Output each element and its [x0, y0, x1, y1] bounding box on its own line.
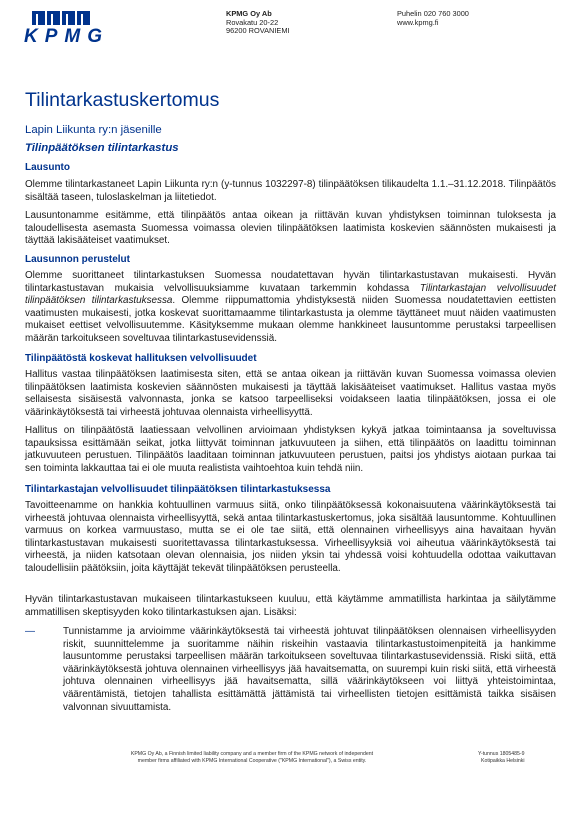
board-paragraph-2: Hallitus on tilinpäätöstä laatiessaan velvollinen arvioimaan yhdistyksen kykyä jatkaa toimintaansa ja soveltuvissa tapauksissa esittämään seikat, jotka liittyvät toiminnan jatkuvuuteen ja siihen, että tilinpäätös on laadittu toiminnan jatkuvuuteen perustuen. Tilinpäätös laaditaan toiminnan jatkuvuuteen perustuen, paitsi jos yhdistys aiotaan purkaa tai sen toiminta lakkauttaa tai ei ole muuta realistista vaihtoehtoa kuin tehdä niin.	[25, 425, 556, 474]
business-id: Y-tunnus 1805485-9	[478, 751, 525, 757]
bullet-dash: —	[25, 626, 35, 637]
company-contact	[397, 10, 469, 27]
logo-text: KPMG	[24, 26, 102, 43]
auditor-paragraph-2: Hyvän tilintarkastustavan mukaiseen tilintarkastukseen kuuluu, että käytämme ammatillista harkintaa ja säilytämme ammatillisen skeptisyyden koko tilintarkastuksen ajan. Lisäksi:	[25, 594, 556, 618]
section-title: Tilinpäätöksen tilintarkastus	[25, 142, 179, 154]
footer-disclaimer	[112, 751, 392, 764]
website-link[interactable]: www.kpmg.fi	[397, 17, 439, 27]
basis-paragraph	[25, 270, 556, 346]
basis-text-after: . Olemme riippumattomia yhdistyksestä niiden Suomessa noudatettavien eettisten vaatimusten mukaisesti, jotka koskevat suorittamaamme tilintarkastusta ja olemme täyttäneet muut näiden vaatimusten mukaiset eettiset velvollisuutemme. Käsityksemme mukaan olemme hankkineet lausuntomme perustaksi tarpeellisen määrän tarkoitukseen soveltuvaa tilintarkastusevidenssiä.	[25, 295, 556, 344]
opinion-paragraph-2: Lausuntonamme esitämme, että tilinpäätös antaa oikean ja riittävän kuvan yhdistyksen toiminnan tuloksesta ja taloudellisesta asemasta Suomessa voimassa olevien tilinpäätöksen laatimista koskevien säännösten mukaisesti ja täyttää lakisääteiset vaatimukset.	[25, 210, 556, 247]
report-recipient: Lapin Liikunta ry:n jäsenille	[25, 124, 162, 136]
basis-text-before: Olemme suorittaneet tilintarkastuksen Suomessa noudatettavan hyvän tilintarkastustavan mukaisesti. Hyvän tilintarkastustavan mukaisia velvollisuuksiamme kuvataan tarkemmin kohdassa	[25, 270, 556, 294]
postal-address: 96200 ROVANIEMI	[226, 26, 290, 36]
basis-text-italic: Tilintarkastajan velvollisuudet tilinpäätöksen tilintarkastuksessa	[25, 282, 557, 307]
opinion-heading: Lausunto	[25, 162, 70, 173]
kpmg-logo	[22, 11, 108, 43]
opinion-paragraph-1: Olemme tilintarkastaneet Lapin Liikunta ry:n (y-tunnus 1032297-8) tilinpäätöksen tilikaudelta 1.1.–31.12.2018. Tilinpäätös sisältää taseen, tuloslaskelman ja liitetiedot.	[25, 179, 556, 203]
footer-line-1: KPMG Oy Ab, a Finnish limited liability company and a member firm of the KPMG network of independent	[130, 751, 374, 757]
bullet-item-1: Tunnistamme ja arvioimme väärinkäytöksestä tai virheestä johtuvat tilinpäätöksen olennaisen virheellisyyden riskit, suunnittelemme ja suoritamme näihin riskeihin vastaavia tilintarkastustoimenpiteitä ja hankimme lausuntomme perustaksi tarpeellisen määrän tarkoitukseen soveltuvaa tilintarkastusevidenssiä. Riski siitä, että väärinkäytöksestä johtuva olennainen virheellisyys jää havaitsematta, on suurempi kuin riski siitä, että virheestä johtuva olennainen virheellisyys jää havaitsematta, sillä väärinkäytökseen voi liittyä yhteistoimintaa, väärentämistä, tietojen tahallista esittämättä jättämistä tai virheellisten tietojen esittämistä taikka sisäisen valvonnan sivuuttamista.	[63, 626, 556, 713]
page-title: Tilintarkastuskertomus	[25, 89, 220, 111]
board-heading: Tilinpäätöstä koskevat hallituksen velvollisuudet	[25, 353, 257, 364]
phone-number: Puhelin 020 760 3000	[397, 9, 469, 18]
company-address	[226, 10, 290, 36]
board-paragraph-1: Hallitus vastaa tilinpäätöksen laatimisesta siten, että se antaa oikean ja riittävän kuvan Suomessa voimassa olevien tilinpäätöksen laatimista koskevien säännösten mukaisesti ja täyttää lakisääteiset vaatimukset. Hallitus vastaa myös sellaisesta sisäisestä valvonnasta, jonka se katsoo tarpeelliseksi voidakseen laatia tilinpäätöksen, jossa ei ole väärinkäytöksestä tai virheestä johtuvaa olennaista virheellisyyttä.	[25, 369, 556, 418]
domicile: Kotipaikka Helsinki	[481, 757, 525, 764]
auditor-heading: Tilintarkastajan velvollisuudet tilinpäätöksen tilintarkastuksessa	[25, 484, 331, 495]
street-address: Rovakatu 20-22	[226, 17, 279, 27]
footer-company-info	[478, 751, 525, 764]
company-name: KPMG Oy Ab	[226, 9, 272, 18]
auditor-paragraph-1: Tavoitteenamme on hankkia kohtuullinen varmuus siitä, onko tilinpäätöksessä kokonaisuutena väärinkäytöksestä tai virheestä johtuvaa olennaista virheellisyyttä, sekä antaa tilintarkastuskertomus, joka sisältää lausuntomme. Kohtuullinen varmuus on korkea varmuustaso, mutta se ei ole tae siitä, että olennainen virheellisyys aina havaitaan hyvän tilintarkastustavan mukaisesti suoritettavassa tilintarkastuksessa. Virheellisyyksiä voi aiheutua väärinkäytöksestä tai virheestä, ja niiden katsotaan olevan olennaisia, jos niiden yksin tai yhdessä voisi kohtuudella odottaa vaikuttavan taloudellisiin päätöksiin, joita käyttäjät tekevät tilinpäätöksen perusteella.	[25, 500, 556, 574]
basis-heading: Lausunnon perustelut	[25, 254, 130, 265]
footer-line-2: member firms affiliated with KPMG International Cooperative ("KPMG International"), a Swiss entity.	[137, 757, 367, 764]
